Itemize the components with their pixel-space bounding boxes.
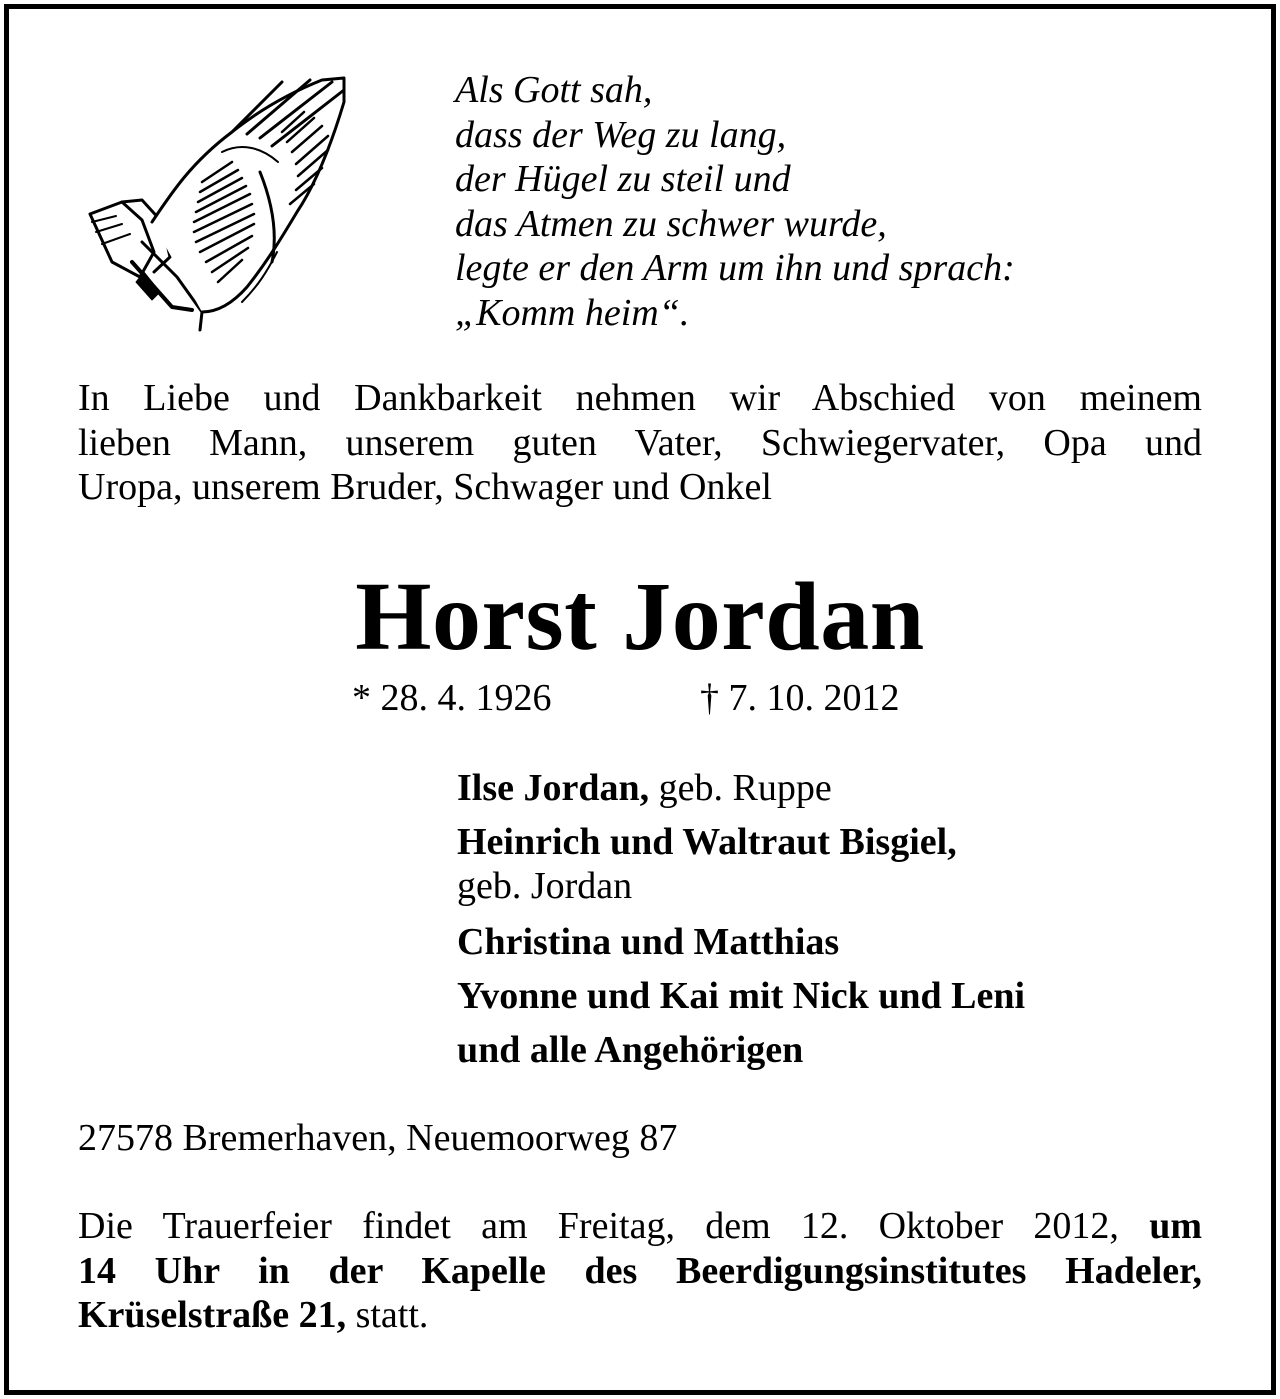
- mourner-row: [457, 1028, 1025, 1072]
- service-street: Krüselstraße 21,: [78, 1294, 347, 1336]
- mourner-name: Heinrich und Waltraut Bisgiel,: [457, 821, 957, 863]
- service-text: statt.: [346, 1294, 429, 1336]
- mourner-name: Ilse Jordan,: [457, 767, 650, 809]
- poem-line: legte er den Arm um ihn und sprach:: [455, 247, 1015, 289]
- mourner-name: Yvonne und Kai mit Nick und Leni: [457, 975, 1026, 1017]
- maiden-name: geb. Ruppe: [649, 767, 832, 809]
- mourner-row: [457, 820, 1025, 864]
- poem-line: dass der Weg zu lang,: [455, 113, 787, 156]
- deceased-name: Horst Jordan: [355, 563, 925, 671]
- service-line: [78, 1204, 1202, 1249]
- intro-text: [78, 376, 1202, 510]
- mourner-row: [457, 920, 1025, 964]
- mourner-row: [457, 766, 1025, 810]
- praying-hands-icon: [82, 72, 352, 332]
- service-line: [78, 1249, 1202, 1294]
- intro-line: Uropa, unserem Bruder, Schwager und Onkel: [78, 466, 772, 508]
- poem-line: Als Gott sah,: [455, 69, 653, 111]
- funeral-service-info: [78, 1204, 1202, 1338]
- service-text: Die Trauerfeier findet am Freitag, dem 12. Oktober 2012,: [78, 1205, 1119, 1247]
- mourner-row: [457, 974, 1025, 1018]
- intro-line: In Liebe und Dankbarkeit nehmen wir Abschied von meinem: [78, 377, 1202, 419]
- death-date: † 7. 10. 2012: [700, 677, 900, 719]
- maiden-name: geb. Jordan: [457, 865, 633, 907]
- poem-line: der Hügel zu steil und: [455, 158, 791, 200]
- address: 27578 Bremerhaven, Neuemoorweg 87: [78, 1117, 678, 1159]
- service-location: 14 Uhr in der Kapelle des Beerdigungsinstitutes Hadeler,: [78, 1249, 1202, 1292]
- service-line: [78, 1293, 1202, 1338]
- mourner-name: Christina und Matthias: [457, 921, 840, 963]
- service-time: um: [1149, 1205, 1202, 1247]
- birth-date: * 28. 4. 1926: [352, 677, 552, 719]
- mourners-list: [457, 766, 1025, 1072]
- poem: [455, 68, 1015, 335]
- mourner-name: und alle Angehörigen: [457, 1029, 804, 1071]
- poem-line: „Komm heim“.: [455, 291, 690, 334]
- poem-line: das Atmen zu schwer wurde,: [455, 202, 887, 245]
- intro-line: lieben Mann, unserem guten Vater, Schwiegervater, Opa und: [78, 421, 1202, 464]
